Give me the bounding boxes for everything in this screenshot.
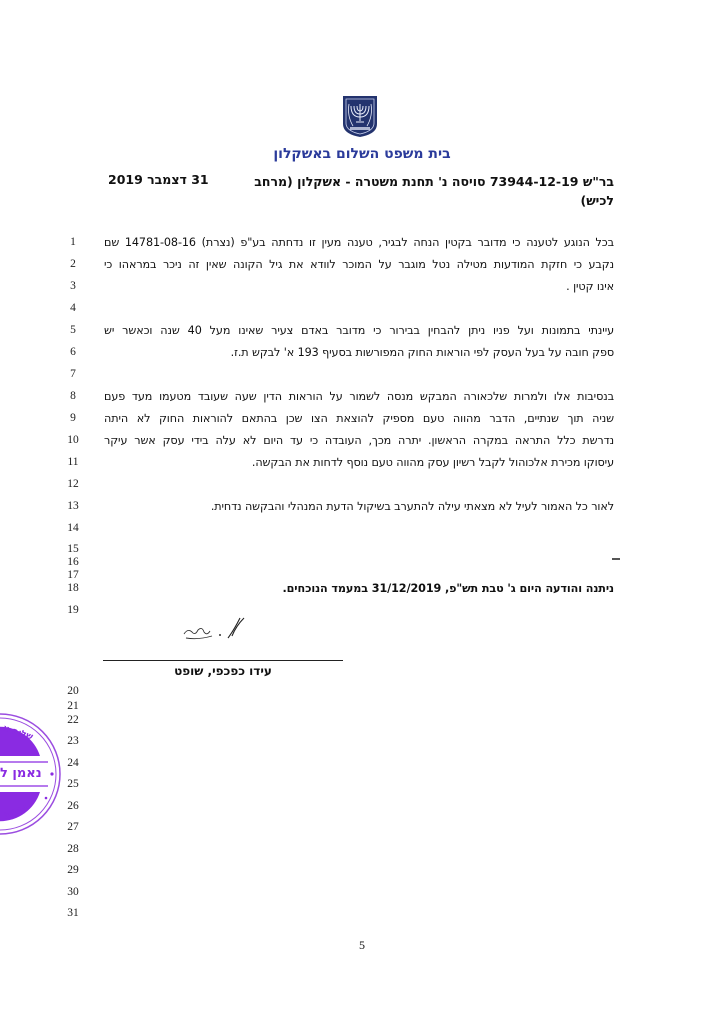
- handwritten-signature-icon: [180, 614, 270, 644]
- line-number: 11: [67, 456, 79, 468]
- page-number: 5: [359, 938, 365, 952]
- line-number: 19: [67, 604, 79, 616]
- line-number: 31: [67, 907, 79, 919]
- line-number: 28: [67, 843, 79, 855]
- body-text-line: בנסיבות אלו ולמרות שלכאורה המבקש מנסה לשמור על הוראות הדין שעה שעובד מטעמו מעד פעם: [104, 390, 614, 403]
- court-name: בית משפט השלום באשקלון: [273, 146, 451, 162]
- line-number: 12: [67, 478, 79, 490]
- line-number: 25: [67, 778, 79, 790]
- line-number: 16: [67, 556, 79, 568]
- case-title: בר"ש 73944-12-19 סויסה נ' תחנת משטרה - אשקלון (מרחב לכיש): [254, 174, 614, 208]
- body-text-line: ספק חובה על בעל העסק לפי הוראות החוק המפורשות בסעיף 193 א' לבקש ת.ז.: [230, 346, 614, 359]
- line-number: 22: [67, 714, 79, 726]
- line-number: 21: [67, 700, 79, 712]
- line-number: 26: [67, 800, 79, 812]
- stray-mark: [612, 558, 620, 560]
- line-number: 24: [67, 757, 79, 769]
- body-text-line: בכל הנוגע לטענה כי מדובר בקטין הנחה לבגיר, טענה מעין זו נדחתה בע"פ (נצרת) 14781-08-16 שם: [104, 236, 614, 249]
- signature-line: [103, 660, 343, 661]
- body-text-line: נדרשת כלל התראה במקרה הראשון. יתרה מכך, העובדה כי עד היום לא עלה בידי עסק אשר עיקר: [104, 434, 614, 447]
- line-number: 5: [70, 324, 76, 336]
- line-number: 6: [70, 346, 76, 358]
- line-number: 8: [70, 390, 76, 402]
- body-text-line: לאור כל האמור לעיל לא מצאתי עילה להתערב בשיקול הדעת המנהלי והבקשה נדחית.: [210, 500, 614, 513]
- line-number: 14: [67, 522, 79, 534]
- decision-given-line: ניתנה והודעה היום ג' טבת תש"פ, 31/12/2019 במעמד הנוכחים.: [282, 582, 614, 595]
- court-seal-stamp-icon: [0, 712, 62, 836]
- state-emblem-icon: [341, 94, 379, 138]
- line-number: 3: [70, 280, 76, 292]
- line-number: 29: [67, 864, 79, 876]
- line-number: 15: [67, 543, 79, 555]
- line-number: 23: [67, 735, 79, 747]
- line-number: 27: [67, 821, 79, 833]
- line-number: 10: [67, 434, 79, 446]
- stamp-center-text: נאמן ל: [0, 766, 42, 781]
- line-number: 20: [67, 685, 79, 697]
- line-number: 13: [67, 500, 79, 512]
- body-text-line: עיסוקו מכירת אלכוהול לקבל רשיון עסק מהווה טעם נוסף לדחות את הבקשה.: [251, 456, 614, 469]
- line-number: 30: [67, 886, 79, 898]
- stamp-top-text: שלום א: [1, 723, 35, 743]
- line-number: 2: [70, 258, 76, 270]
- stamp-bottom-text: 3044: [3, 803, 31, 823]
- line-number: 17: [67, 569, 79, 581]
- line-number: 7: [70, 368, 76, 380]
- line-number: 1: [70, 236, 76, 248]
- case-date: 31 דצמבר 2019: [108, 172, 209, 187]
- body-text-line: אינו קטין .: [566, 280, 614, 293]
- body-text-line: שניה תוך שנתיים, הדבר מהווה טעם מספיק להוצאת הצו שכן בהתאם להוראות החוק לא היתה: [104, 412, 614, 425]
- body-text-line: עיינתי בתמונות ועל פניו ניתן להבחין בבירור כי מדובר באדם צעיר שאינו מעל 40 שנה וכאשר יש: [104, 324, 614, 337]
- body-text-line: נקבע כי חזקת המודעות מטילה נטל מוגבר על המוכר לוודא את גיל הקונה שאין זה ניכר במראהו כי: [104, 258, 614, 271]
- line-number: 9: [70, 412, 76, 424]
- line-number: 18: [67, 582, 79, 594]
- line-number: 4: [70, 302, 76, 314]
- judge-name: עידו כפכפי, שופט: [174, 664, 272, 678]
